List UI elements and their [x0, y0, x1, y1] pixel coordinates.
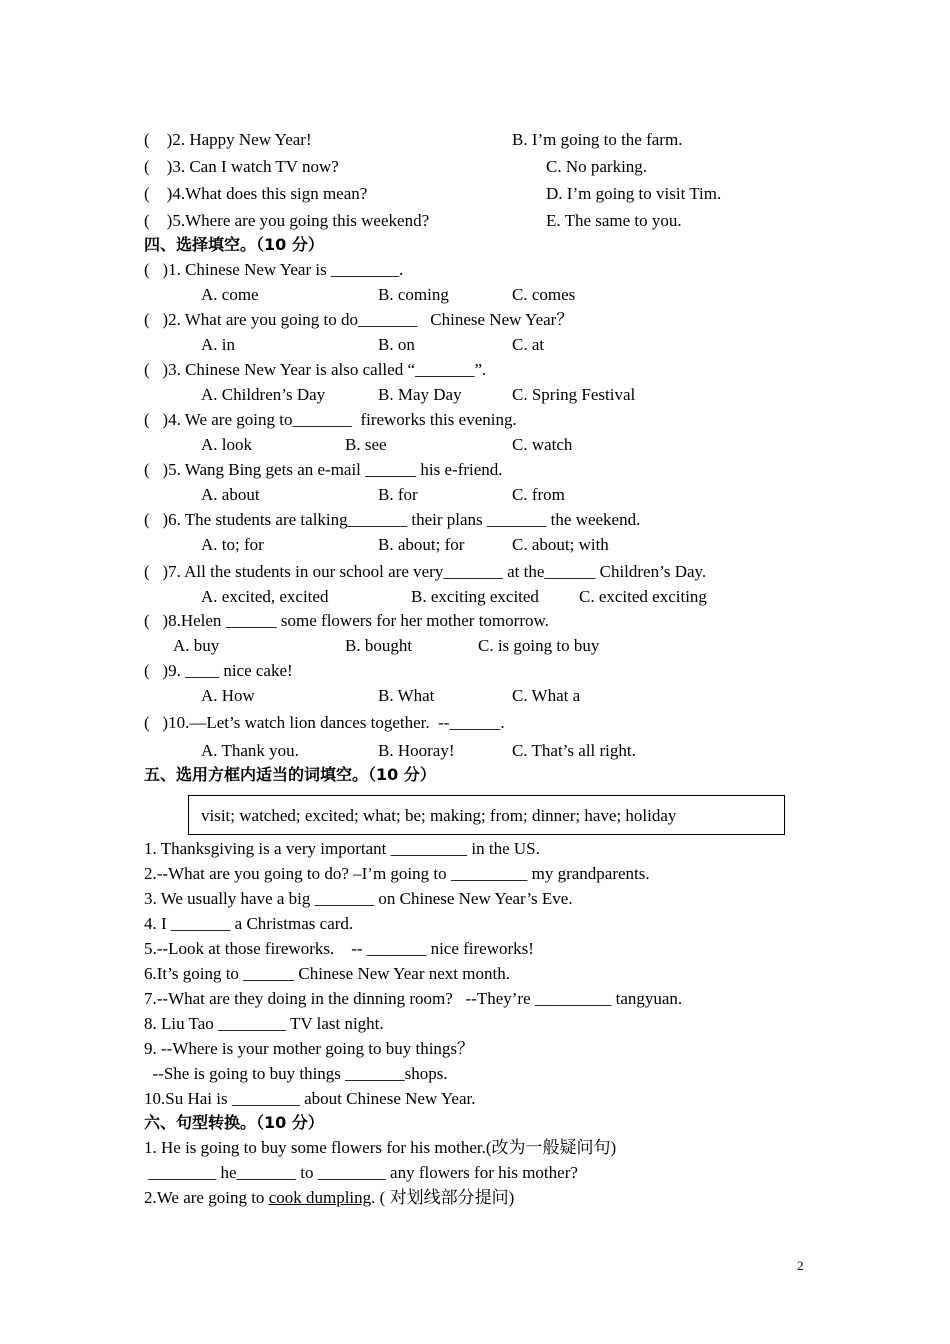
- transform-line-2: [144, 1188, 514, 1208]
- mc-option-10a: A. Thank you.: [201, 741, 299, 760]
- match-answer-e: E. The same to you.: [546, 211, 682, 230]
- mc-question-1: ( )1. Chinese New Year is ________.: [144, 260, 404, 279]
- fill-line-5: 5.--Look at those fireworks. -- _______ nice fireworks!: [144, 939, 534, 958]
- match-question-3: ( )3. Can I watch TV now?: [144, 157, 339, 176]
- fill-line-9-answer: --She is going to buy things _______shops.: [144, 1064, 448, 1083]
- transform-line-2-end: . ( 对划线部分提问): [371, 1188, 515, 1207]
- section-6-title: 六、句型转换。（10 分）: [144, 1113, 324, 1132]
- fill-line-3: 3. We usually have a big _______ on Chinese New Year’s Eve.: [144, 889, 573, 908]
- mc-option-7b: B. exciting excited: [411, 587, 539, 606]
- mc-option-9b: B. What: [378, 686, 435, 705]
- transform-line-1-answer: ________ he_______ to ________ any flowers for his mother?: [144, 1163, 578, 1182]
- mc-option-3a: A. Children’s Day: [201, 385, 326, 404]
- match-answer-c: C. No parking.: [546, 157, 648, 176]
- mc-question-10: ( )10.—Let’s watch lion dances together. --______.: [144, 713, 505, 732]
- mc-option-4b: B. see: [345, 435, 387, 454]
- fill-line-4: 4. I _______ a Christmas card.: [144, 914, 354, 933]
- section-4-title: 四、选择填空。（10 分）: [144, 235, 324, 254]
- match-question-4: ( )4.What does this sign mean?: [144, 184, 368, 203]
- mc-option-8a: A. buy: [173, 636, 220, 655]
- mc-option-5c: C. from: [512, 485, 565, 504]
- mc-option-9a: A. How: [201, 686, 255, 705]
- mc-option-5a: A. about: [201, 485, 260, 504]
- match-question-5: ( )5.Where are you going this weekend?: [144, 211, 430, 230]
- page-number: 2: [797, 1258, 804, 1273]
- mc-option-7a: A. excited, excited: [201, 587, 329, 606]
- transform-line-1: 1. He is going to buy some flowers for his mother.(改为一般疑问句): [144, 1138, 617, 1157]
- mc-question-4: ( )4. We are going to_______ fireworks this evening.: [144, 410, 517, 429]
- mc-option-4a: A. look: [201, 435, 252, 454]
- mc-question-9: ( )9. ____ nice cake!: [144, 661, 293, 680]
- mc-question-2: ( )2. What are you going to do_______ Chinese New Year？: [144, 310, 574, 329]
- mc-option-5b: B. for: [378, 485, 418, 504]
- fill-line-2: 2.--What are you going to do? –I’m going to _________ my grandparents.: [144, 864, 650, 883]
- section-5-title: 五、选用方框内适当的词填空。（10 分）: [144, 765, 436, 784]
- mc-option-1c: C. comes: [512, 285, 576, 304]
- mc-question-3: ( )3. Chinese New Year is also called “_______”.: [144, 360, 487, 379]
- fill-line-8: 8. Liu Tao ________ TV last night.: [144, 1014, 384, 1033]
- mc-option-6b: B. about; for: [378, 535, 465, 554]
- mc-option-2b: B. on: [378, 335, 415, 354]
- word-box: [188, 795, 785, 835]
- mc-option-2c: C. at: [512, 335, 545, 354]
- mc-option-10b: B. Hooray!: [378, 741, 455, 760]
- transform-line-2-start: 2.We are going to: [144, 1188, 269, 1207]
- mc-option-9c: C. What a: [512, 686, 581, 705]
- fill-line-7: 7.--What are they doing in the dinning room? --They’re _________ tangyuan.: [144, 989, 683, 1008]
- mc-option-6c: C. about; with: [512, 535, 609, 554]
- match-answer-d: D. I’m going to visit Tim.: [546, 184, 722, 203]
- mc-option-8c: C. is going to buy: [478, 636, 600, 655]
- mc-question-8: ( )8.Helen ______ some flowers for her mother tomorrow.: [144, 611, 549, 630]
- match-answer-b: B. I’m going to the farm.: [512, 130, 683, 149]
- mc-option-4c: C. watch: [512, 435, 573, 454]
- fill-line-1: 1. Thanksgiving is a very important _________ in the US.: [144, 839, 540, 858]
- mc-option-7c: C. excited exciting: [579, 587, 707, 606]
- mc-option-2a: A. in: [201, 335, 235, 354]
- mc-option-3b: B. May Day: [378, 385, 462, 404]
- match-question-2: ( )2. Happy New Year!: [144, 130, 312, 149]
- mc-question-6: ( )6. The students are talking_______ their plans _______ the weekend.: [144, 510, 641, 529]
- mc-option-6a: A. to; for: [201, 535, 264, 554]
- mc-option-3c: C. Spring Festival: [512, 385, 636, 404]
- mc-question-7: ( )7. All the students in our school are very_______ at the______ Children’s Day.: [144, 562, 707, 581]
- mc-option-1a: A. come: [201, 285, 259, 304]
- word-box-text: visit; watched; excited; what; be; making; from; dinner; have; holiday: [201, 806, 677, 825]
- mc-option-10c: C. That’s all right.: [512, 741, 636, 760]
- underlined-phrase: cook dumpling: [268, 1188, 372, 1207]
- fill-line-6: 6.It’s going to ______ Chinese New Year next month.: [144, 964, 510, 983]
- mc-option-8b: B. bought: [345, 636, 413, 655]
- fill-line-10: 10.Su Hai is ________ about Chinese New Year.: [144, 1089, 476, 1108]
- fill-line-9: 9. --Where is your mother going to buy things？: [144, 1039, 475, 1058]
- mc-question-5: ( )5. Wang Bing gets an e-mail ______ his e-friend.: [144, 460, 503, 479]
- mc-option-1b: B. coming: [378, 285, 449, 304]
